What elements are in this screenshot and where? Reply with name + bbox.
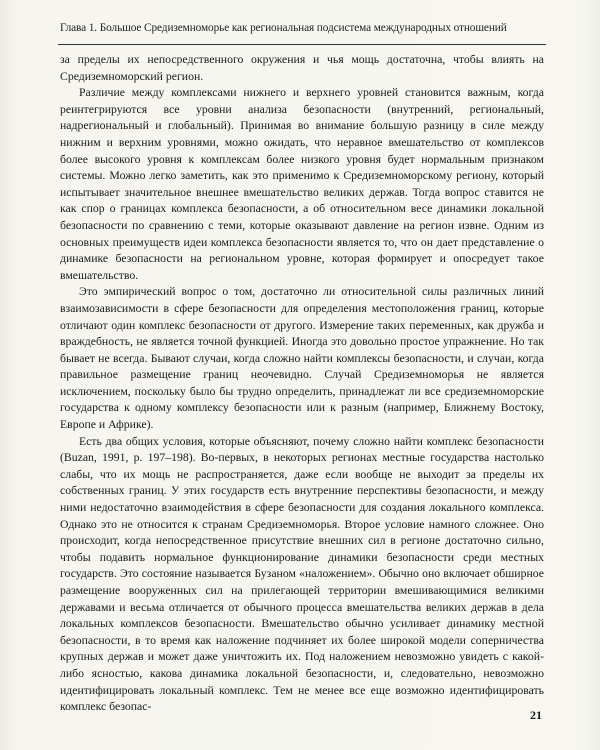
paragraph-1: за пределы их непосредственного окружения и чья мощь достаточна, чтобы влиять на Средиземноморский регион. — [60, 53, 544, 83]
header-rule — [58, 44, 546, 45]
paragraph-2: Различие между комплексами нижнего и верхнего уровней становится важным, когда реинтегрируются все уровни анализа безопасности (внутренний, региональный, надрегиональный и глобальный). Принимая во внимание большую разницу в силе между нижним и верхним уровнями, можно ожидать, что неравное вмешательство от комплексов более высокого уровня к комплексам более низкого уровня будет нормальным признаком системы. Можно легко заметить, как это применимо к Средиземноморскому региону, который испытывает значительное внешнее вмешательство великих держав. Тогда вопрос ставится не как спор о границах комплекса безопасности, а об относительном весе динамики локальной безопасности по сравнению с теми, которые оказывают давление на регион извне. Одним из основных преимуществ идеи комплекса безопасности является то, что он дает представление о динамике безопасности на региональном уровне, которая формирует и опосредует такое вмешательство. — [60, 86, 544, 282]
paragraph-4: Есть два общих условия, которые объясняют, почему сложно найти комплекс безопасности (Buzan, 1991, p. 197–198). Во-первых, в некоторых регионах местные государства настолько слабы, что их мощь не распространяется, даже если вообще не выходит за пределы их собственных границ. У этих государств есть внутренние перспективы безопасности, и между ними недостаточно взаимодействия в сфере безопасности для создания локального комплекса. Однако это не относится к странам Средиземноморья. Второе условие намного сложнее. Оно происходит, когда непосредственное присутствие внешних сил в регионе достаточно сильно, чтобы подавить нормальное функционирование динамики безопасности среди местных государств. Это состояние называется Бузаном «наложением». Обычно оно включает обширное размещение вооруженных сил на прилегающей территории вмешивающимися великими державами и весьма отличается от обычного процесса вмешательства великих держав в дела локальных комплексов безопасности. Вмешательство обычно усиливает динамику местной безопасности, в то время как наложение подчиняет их более широкой модели соперничества крупных держав и может даже уничтожить их. Под наложением невозможно увидеть с какой-либо ясностью, какова динамика локальной безопасности, и, следовательно, невозможно идентифицировать локальный комплекс. Тем не менее все еще возможно идентифицировать комплекс безопас- — [60, 434, 544, 714]
running-head: Глава 1. Большое Средиземноморье как региональная подсистема международных отношений — [60, 22, 507, 34]
body-text — [60, 52, 544, 716]
page-number: 21 — [530, 708, 542, 722]
paragraph-3: Это эмпирический вопрос о том, достаточно ли относительной силы различных линий взаимозависимости в сфере безопасности для определения местоположения границ, которые отличают один комплекс безопасности от другого. Измерение таких переменных, как дружба и враждебность, не является точной функцией. Иногда это довольно простое упражнение. Но так бывает не всегда. Бывают случаи, когда сложно найти комплексы безопасности, и случаи, когда правильное размещение границ неочевидно. Случай Средиземноморья не является исключением, поскольку было бы трудно определить, принадлежат ли все средиземноморские государства к одному комплексу безопасности или к разным (например, Ближнему Востоку, Европе и Африке). — [60, 285, 544, 432]
